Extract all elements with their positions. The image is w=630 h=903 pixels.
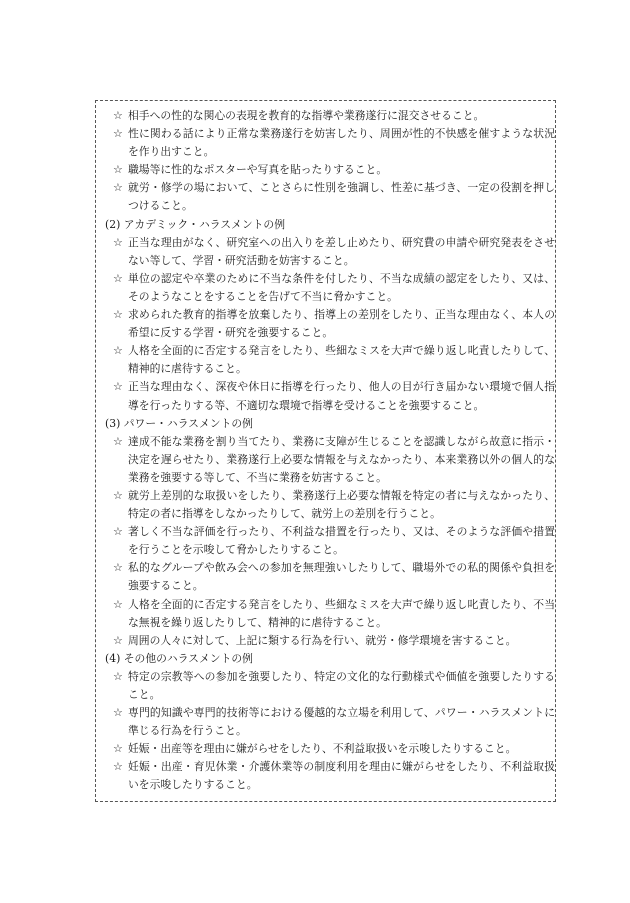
list-item xyxy=(103,125,555,161)
star-icon: ☆ xyxy=(113,109,123,122)
document-body xyxy=(103,107,555,795)
star-icon: ☆ xyxy=(113,235,123,249)
item-text: 特定の宗教等への参加を強要したり、特定の文化的な行動様式や価値を強要したりすること。 xyxy=(128,669,555,701)
item-text: 妊娠・出産等を理由に嫌がらせをしたり、不利益取扱いを示唆したりすること。 xyxy=(128,742,517,756)
star-icon: ☆ xyxy=(113,488,123,502)
list-item xyxy=(103,234,555,270)
item-text: 私的なグループや飲み会への参加を無理強いしたりして、職場外での私的関係や負担を強要すること。 xyxy=(128,561,555,593)
list-item xyxy=(103,433,555,487)
list-item xyxy=(103,740,555,758)
item-text: 人格を全面的に否定する発言をしたり、些細なミスを大声で繰り返し叱責したりして、精神的に虐待すること。 xyxy=(128,344,555,376)
star-icon: ☆ xyxy=(113,633,123,647)
list-item xyxy=(103,523,555,559)
item-text: 性に関わる話により正常な業務遂行を妨害したり、周囲が性的不快感を催すような状況を作り出すこと。 xyxy=(128,127,555,159)
item-text: 周囲の人々に対して、上記に類する行為を行い、就労・修学環境を害すること。 xyxy=(128,633,517,647)
item-text: 単位の認定や卒業のために不当な条件を付したり、不当な成績の認定をしたり、又は、そのようなことをすることを告げて不当に脅かすこと。 xyxy=(128,271,555,303)
item-text: 正当な理由なく、深夜や休日に指導を行ったり、他人の目が行き届かない環境で個人指導を行ったりする等、不適切な環境で指導を受けることを強要すること。 xyxy=(128,380,555,412)
star-icon: ☆ xyxy=(113,181,123,195)
list-item xyxy=(103,559,555,595)
star-icon: ☆ xyxy=(113,760,123,774)
star-icon: ☆ xyxy=(113,742,123,756)
star-icon: ☆ xyxy=(113,271,123,285)
list-item xyxy=(103,342,555,378)
item-text: 妊娠・出産・育児休業・介護休業等の制度利用を理由に嫌がらせをしたり、不利益取扱いを示唆したりすること。 xyxy=(128,760,555,792)
item-text: 正当な理由がなく、研究室への出入りを差し止めたり、研究費の申請や研究発表をさせない等して、学習・研究活動を妨害すること。 xyxy=(128,235,555,267)
list-item xyxy=(103,668,555,704)
list-item xyxy=(103,107,555,125)
item-text: 専門的知識や専門的技術等における優越的な立場を利用して、パワー・ハラスメントに準じる行為を行うこと。 xyxy=(128,706,555,738)
section-heading: (2) アカデミック・ハラスメントの例 xyxy=(105,217,286,231)
list-item xyxy=(103,632,555,650)
item-text: 人格を全面的に否定する発言をしたり、些細なミスを大声で繰り返し叱責したり、不当な無視を繰り返したりして、精神的に虐待すること。 xyxy=(128,597,555,629)
item-text: 相手への性的な関心の表現を教育的な指導や業務遂行に混交させること。 xyxy=(128,109,485,122)
star-icon: ☆ xyxy=(113,525,123,539)
star-icon: ☆ xyxy=(113,669,123,683)
item-text: 求められた教育的指導を放棄したり、指導上の差別をしたり、正当な理由なく、本人の希望に反する学習・研究を強要すること。 xyxy=(128,308,555,340)
item-text: 著しく不当な評価を行ったり、不利益な措置を行ったり、又は、そのような評価や措置を行うことを示唆して脅かしたりすること。 xyxy=(128,525,555,557)
list-item xyxy=(103,161,555,179)
item-text: 職場等に性的なポスターや写真を貼ったりすること。 xyxy=(128,163,388,177)
star-icon: ☆ xyxy=(113,380,123,394)
list-item xyxy=(103,704,555,740)
star-icon: ☆ xyxy=(113,308,123,322)
section-heading: (3) パワー・ハラスメントの例 xyxy=(105,416,253,430)
list-item xyxy=(103,179,555,215)
list-item xyxy=(103,378,555,414)
star-icon: ☆ xyxy=(113,706,123,720)
list-item xyxy=(103,758,555,794)
star-icon: ☆ xyxy=(113,434,123,448)
star-icon: ☆ xyxy=(113,127,123,141)
star-icon: ☆ xyxy=(113,561,123,575)
star-icon: ☆ xyxy=(113,163,123,177)
list-item xyxy=(103,596,555,632)
section-heading: (4) その他のハラスメントの例 xyxy=(105,651,253,665)
item-text: 就労上差別的な取扱いをしたり、業務遂行上必要な情報を特定の者に与えなかったり、特定の者に指導をしなかったりして、就労上の差別を行うこと。 xyxy=(128,488,555,521)
list-item xyxy=(103,487,555,523)
item-text: 就労・修学の場において、ことさらに性別を強調し、性差に基づき、一定の役割を押しつけること。 xyxy=(128,181,555,213)
list-item xyxy=(103,306,555,342)
star-icon: ☆ xyxy=(113,344,123,358)
star-icon: ☆ xyxy=(113,597,123,611)
item-text: 達成不能な業務を割り当てたり、業務に支障が生じることを認識しながら故意に指示・決定を遅らせたり、業務遂行上必要な情報を与えなかったり、本来業務以外の個人的な業務を強要する等して、不当に業務を妨害すること。 xyxy=(128,434,555,484)
list-item xyxy=(103,270,555,306)
